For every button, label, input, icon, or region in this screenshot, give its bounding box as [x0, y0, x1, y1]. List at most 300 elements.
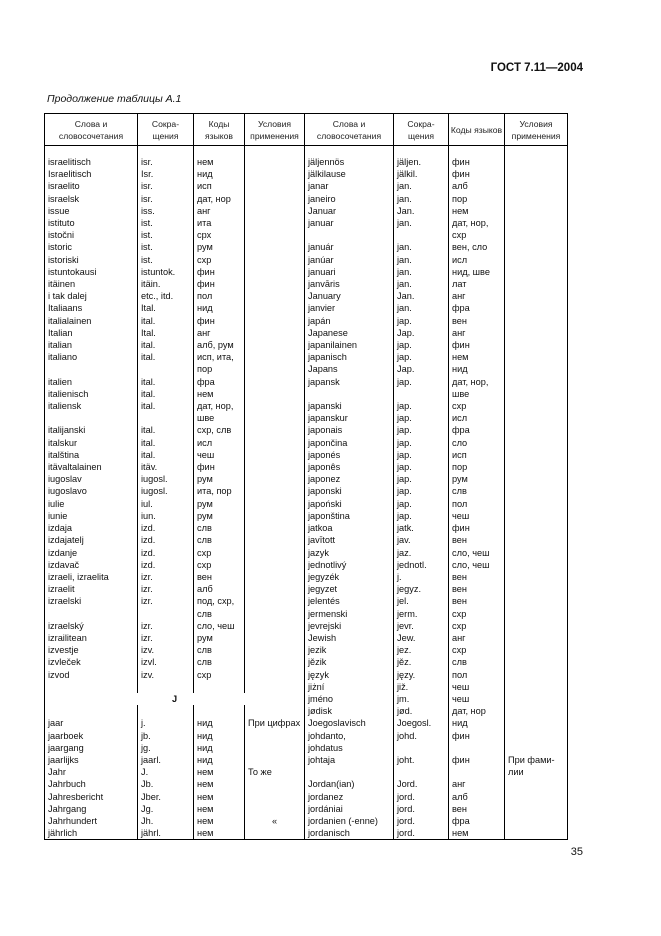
- table-cell: [245, 302, 305, 314]
- table-cell: [245, 644, 305, 656]
- table-cell: Jahrbuch: [45, 778, 138, 790]
- table-cell: [245, 669, 305, 681]
- table-cell: [245, 522, 305, 534]
- table-cell: [245, 351, 305, 363]
- table-row: [45, 254, 568, 266]
- table-cell: janvāris: [305, 278, 394, 290]
- table-row: [45, 766, 568, 778]
- table-cell: [505, 485, 568, 497]
- table-cell: схр: [449, 400, 505, 412]
- table-cell: [505, 351, 568, 363]
- table-cell: [138, 705, 194, 717]
- table-cell: слв: [194, 644, 245, 656]
- section-letter: J: [45, 693, 305, 705]
- table-cell: jermenski: [305, 608, 394, 620]
- table-cell: нид: [194, 742, 245, 754]
- table-cell: etc., itd.: [138, 290, 194, 302]
- table-cell: [505, 498, 568, 510]
- table-cell: [505, 510, 568, 522]
- table-cell: [505, 827, 568, 840]
- table-cell: срх: [194, 229, 245, 241]
- column-header: Коды языков: [449, 114, 505, 146]
- table-cell: jevrejski: [305, 620, 394, 632]
- table-cell: пол: [194, 290, 245, 302]
- table-cell: jan.: [394, 266, 449, 278]
- table-cell: [505, 278, 568, 290]
- table-cell: Joegoslavisch: [305, 717, 394, 729]
- table-cell: [245, 583, 305, 595]
- table-cell: [245, 498, 305, 510]
- table-cell: Isr.: [138, 168, 194, 180]
- table-cell: Jber.: [138, 791, 194, 803]
- table-cell: дат, нор,: [449, 217, 505, 229]
- table-cell: jednotlivý: [305, 559, 394, 571]
- table-cell: [245, 180, 305, 192]
- table-cell: januar: [305, 217, 394, 229]
- table-cell: [245, 412, 305, 424]
- table-cell: jaar: [45, 717, 138, 729]
- table-cell: [449, 742, 505, 754]
- table-row: [45, 827, 568, 840]
- table-cell: [245, 339, 305, 351]
- table-cell: izdaja: [45, 522, 138, 534]
- table-cell: jød.: [394, 705, 449, 717]
- table-cell: [505, 388, 568, 400]
- table-cell: jährl.: [138, 827, 194, 840]
- table-cell: japanski: [305, 400, 394, 412]
- table-cell: jødisk: [305, 705, 394, 717]
- table-cell: Jb.: [138, 778, 194, 790]
- table-cell: [505, 742, 568, 754]
- table-cell: ital.: [138, 376, 194, 388]
- table-row: [45, 412, 568, 424]
- table-cell: jatkoa: [305, 522, 394, 534]
- table-cell: рум: [194, 498, 245, 510]
- table-cell: Jord.: [394, 778, 449, 790]
- table-cell: [245, 730, 305, 742]
- table-cell: Jh.: [138, 815, 194, 827]
- table-cell: iugoslavo: [45, 485, 138, 497]
- table-cell: Israelitisch: [45, 168, 138, 180]
- table-cell: [245, 559, 305, 571]
- table-cell: [505, 449, 568, 461]
- table-cell: iugosl.: [138, 473, 194, 485]
- table-cell: ital.: [138, 351, 194, 363]
- table-cell: анг: [449, 632, 505, 644]
- table-cell: Ital.: [138, 302, 194, 314]
- table-cell: [245, 571, 305, 583]
- table-cell: [194, 681, 245, 693]
- table-cell: istuntokausi: [45, 266, 138, 278]
- table-cell: jordanien (-enne): [305, 815, 394, 827]
- table-cell: jap.: [394, 376, 449, 388]
- table-cell: izv.: [138, 669, 194, 681]
- table-cell: [505, 180, 568, 192]
- table-row: [45, 449, 568, 461]
- column-header: Сокра-щения: [138, 114, 194, 146]
- table-cell: исп: [449, 449, 505, 461]
- table-cell: istuntok.: [138, 266, 194, 278]
- table-cell: нид: [194, 754, 245, 766]
- table-cell: ital.: [138, 388, 194, 400]
- table-cell: сло, чеш: [449, 547, 505, 559]
- table-cell: алб: [449, 791, 505, 803]
- table-cell: вен: [449, 595, 505, 607]
- table-cell: [245, 156, 305, 168]
- table-cell: Jan.: [394, 290, 449, 302]
- table-cell: j.: [138, 717, 194, 729]
- table-cell: чеш: [449, 693, 505, 705]
- table-cell: jaz.: [394, 547, 449, 559]
- table-cell: japonés: [305, 449, 394, 461]
- table-cell: italienisch: [45, 388, 138, 400]
- table-cell: jan.: [394, 254, 449, 266]
- table-cell: лии: [505, 766, 568, 778]
- table-cell: фра: [449, 424, 505, 436]
- table-cell: [245, 363, 305, 375]
- table-cell: jan.: [394, 217, 449, 229]
- table-row: [45, 266, 568, 278]
- table-cell: дат, нор,: [194, 400, 245, 412]
- table-cell: Japans: [305, 363, 394, 375]
- table-cell: [505, 595, 568, 607]
- table-cell: нид: [194, 730, 245, 742]
- table-cell: iulie: [45, 498, 138, 510]
- table-cell: italskur: [45, 437, 138, 449]
- table-cell: пор: [194, 363, 245, 375]
- table-cell: [194, 705, 245, 717]
- table-row: [45, 803, 568, 815]
- column-header: Сокра-щения: [394, 114, 449, 146]
- table-cell: При фами-: [505, 754, 568, 766]
- standard-number: ГОСТ 7.11—2004: [490, 62, 583, 74]
- table-row: [45, 559, 568, 571]
- table-cell: Jg.: [138, 803, 194, 815]
- table-cell: [505, 632, 568, 644]
- table-cell: [505, 327, 568, 339]
- table-cell: [505, 559, 568, 571]
- table-cell: jäljennös: [305, 156, 394, 168]
- table-cell: нем: [194, 815, 245, 827]
- table-cell: шве: [449, 388, 505, 400]
- table-cell: izr.: [138, 620, 194, 632]
- table-cell: фра: [194, 376, 245, 388]
- table-cell: i tak dalej: [45, 290, 138, 302]
- table-cell: japanilainen: [305, 339, 394, 351]
- table-cell: дат, нор,: [449, 376, 505, 388]
- column-header: Условия применения: [505, 114, 568, 146]
- table-cell: [505, 620, 568, 632]
- table-cell: [45, 608, 138, 620]
- table-cell: нем: [194, 766, 245, 778]
- table-cell: нем: [194, 803, 245, 815]
- table-row: [45, 363, 568, 375]
- table-cell: [245, 449, 305, 461]
- table-cell: jatk.: [394, 522, 449, 534]
- table-cell: ist.: [138, 241, 194, 253]
- table-cell: jegyzet: [305, 583, 394, 595]
- table-cell: itävaltalainen: [45, 461, 138, 473]
- table-cell: [505, 473, 568, 485]
- table-cell: izvestje: [45, 644, 138, 656]
- table-cell: слв: [449, 485, 505, 497]
- table-cell: [245, 278, 305, 290]
- table-cell: jegyzék: [305, 571, 394, 583]
- table-cell: При цифрах: [245, 717, 305, 729]
- table-cell: jednotl.: [394, 559, 449, 571]
- table-cell: izr.: [138, 632, 194, 644]
- table-cell: [394, 766, 449, 778]
- table-row: [45, 705, 568, 717]
- table-cell: japán: [305, 315, 394, 327]
- table-row: [45, 583, 568, 595]
- table-cell: japansk: [305, 376, 394, 388]
- table-cell: jg.: [138, 742, 194, 754]
- table-cell: [505, 168, 568, 180]
- table-cell: itäv.: [138, 461, 194, 473]
- table-cell: фин: [449, 730, 505, 742]
- table-cell: izvleček: [45, 656, 138, 668]
- table-cell: japončina: [305, 437, 394, 449]
- table-cell: Ital.: [138, 327, 194, 339]
- table-cell: israelsk: [45, 193, 138, 205]
- table-cell: под, схр,: [194, 595, 245, 607]
- table-row: [45, 534, 568, 546]
- table-cell: izd.: [138, 522, 194, 534]
- table-cell: шве: [194, 412, 245, 424]
- table-cell: нем: [449, 351, 505, 363]
- table-cell: issue: [45, 205, 138, 217]
- table-cell: iul.: [138, 498, 194, 510]
- table-cell: [505, 791, 568, 803]
- table-cell: [245, 205, 305, 217]
- table-cell: Joegosl.: [394, 717, 449, 729]
- table-cell: [45, 681, 138, 693]
- table-row: [45, 278, 568, 290]
- table-row: [45, 644, 568, 656]
- table-cell: [245, 241, 305, 253]
- table-cell: jäljen.: [394, 156, 449, 168]
- table-cell: janar: [305, 180, 394, 192]
- table-row: [45, 327, 568, 339]
- table-cell: нид, шве: [449, 266, 505, 278]
- table-cell: jap.: [394, 461, 449, 473]
- table-cell: itäinen: [45, 278, 138, 290]
- table-row: [45, 473, 568, 485]
- table-cell: нид: [194, 168, 245, 180]
- table-cell: пор: [449, 193, 505, 205]
- table-cell: [505, 705, 568, 717]
- table-cell: рум: [449, 473, 505, 485]
- table-cell: [245, 254, 305, 266]
- table-cell: isr.: [138, 156, 194, 168]
- table-cell: izd.: [138, 534, 194, 546]
- table-cell: [245, 620, 305, 632]
- table-cell: [505, 437, 568, 449]
- table-cell: вен: [449, 315, 505, 327]
- table-cell: jméno: [305, 693, 394, 705]
- table-cell: izraeli, izraelita: [45, 571, 138, 583]
- table-cell: вен, сло: [449, 241, 505, 253]
- table-cell: italiensk: [45, 400, 138, 412]
- table-cell: [138, 363, 194, 375]
- table-cell: Jahrgang: [45, 803, 138, 815]
- table-cell: Japanese: [305, 327, 394, 339]
- table-cell: jb.: [138, 730, 194, 742]
- table-row: [45, 681, 568, 693]
- table-cell: jezik: [305, 644, 394, 656]
- table-cell: jap.: [394, 449, 449, 461]
- table-cell: фра: [449, 815, 505, 827]
- table-cell: слв: [194, 656, 245, 668]
- table-cell: сло, чеш: [194, 620, 245, 632]
- table-cell: [245, 266, 305, 278]
- table-cell: фин: [194, 461, 245, 473]
- table-cell: [245, 315, 305, 327]
- table-cell: То же: [245, 766, 305, 778]
- table-cell: схр: [449, 620, 505, 632]
- table-cell: jan.: [394, 278, 449, 290]
- table-cell: italialainen: [45, 315, 138, 327]
- table-cell: [505, 547, 568, 559]
- table-cell: jälkil.: [394, 168, 449, 180]
- table-cell: [505, 315, 568, 327]
- table-cell: [245, 547, 305, 559]
- table-cell: вен: [449, 571, 505, 583]
- table-cell: рум: [194, 473, 245, 485]
- table-cell: вен: [449, 803, 505, 815]
- table-cell: jord.: [394, 791, 449, 803]
- table-cell: [245, 437, 305, 449]
- table-cell: jězik: [305, 656, 394, 668]
- table-cell: [245, 754, 305, 766]
- table-cell: jan.: [394, 302, 449, 314]
- table-cell: схр: [194, 547, 245, 559]
- table-cell: japonês: [305, 461, 394, 473]
- table-cell: исл: [194, 437, 245, 449]
- table-cell: схр: [449, 644, 505, 656]
- table-cell: [245, 400, 305, 412]
- table-cell: jap.: [394, 412, 449, 424]
- table-cell: слв: [194, 522, 245, 534]
- table-cell: ital.: [138, 339, 194, 351]
- table-cell: jährlich: [45, 827, 138, 840]
- abbreviation-table: [44, 113, 568, 840]
- table-cell: фра: [449, 302, 505, 314]
- table-cell: нем: [194, 388, 245, 400]
- column-header: Коды языков: [194, 114, 245, 146]
- table-cell: izv.: [138, 644, 194, 656]
- table-cell: лат: [449, 278, 505, 290]
- table-cell: jordanisch: [305, 827, 394, 840]
- table-cell: [245, 656, 305, 668]
- table-cell: рум: [194, 632, 245, 644]
- table-cell: jav.: [394, 534, 449, 546]
- table-cell: [394, 742, 449, 754]
- table-cell: izdajatelj: [45, 534, 138, 546]
- table-cell: анг: [449, 290, 505, 302]
- table-cell: jiżní: [305, 681, 394, 693]
- table-cell: нем: [194, 778, 245, 790]
- table-cell: «: [245, 815, 305, 827]
- table-cell: пол: [449, 498, 505, 510]
- table-row: [45, 778, 568, 790]
- table-cell: [505, 254, 568, 266]
- table-cell: фин: [449, 156, 505, 168]
- table-cell: italien: [45, 376, 138, 388]
- table-cell: ital.: [138, 437, 194, 449]
- table-cell: izr.: [138, 595, 194, 607]
- table-row: [45, 168, 568, 180]
- table-cell: [505, 656, 568, 668]
- table-cell: [245, 485, 305, 497]
- table-cell: ital.: [138, 400, 194, 412]
- table-cell: анг: [194, 205, 245, 217]
- table-cell: jez.: [394, 644, 449, 656]
- table-cell: istoric: [45, 241, 138, 253]
- table-cell: johdanto,: [305, 730, 394, 742]
- table-cell: [505, 241, 568, 253]
- table-cell: [505, 608, 568, 620]
- table-cell: již.: [394, 681, 449, 693]
- table-cell: Jahrhundert: [45, 815, 138, 827]
- table-cell: [245, 424, 305, 436]
- table-cell: [505, 363, 568, 375]
- table-row: [45, 205, 568, 217]
- table-cell: [505, 229, 568, 241]
- table-cell: фин: [194, 278, 245, 290]
- table-cell: [245, 376, 305, 388]
- table-cell: пол: [449, 669, 505, 681]
- table-row: [45, 815, 568, 827]
- table-cell: israelito: [45, 180, 138, 192]
- table-cell: [505, 412, 568, 424]
- table-cell: [245, 608, 305, 620]
- table-cell: [505, 400, 568, 412]
- table-row: [45, 522, 568, 534]
- table-cell: слв: [449, 656, 505, 668]
- table-cell: [245, 388, 305, 400]
- table-cell: фин: [449, 754, 505, 766]
- table-row: [45, 315, 568, 327]
- table-cell: japonština: [305, 510, 394, 522]
- table-cell: [505, 681, 568, 693]
- table-cell: javītott: [305, 534, 394, 546]
- table-cell: jap.: [394, 510, 449, 522]
- table-cell: jerm.: [394, 608, 449, 620]
- table-cell: izraelský: [45, 620, 138, 632]
- table-row: [45, 217, 568, 229]
- table-cell: чеш: [449, 681, 505, 693]
- table-row: [45, 656, 568, 668]
- table-cell: japonais: [305, 424, 394, 436]
- table-cell: jord.: [394, 827, 449, 840]
- table-cell: jordániai: [305, 803, 394, 815]
- table-cell: [245, 803, 305, 815]
- table-cell: вен: [449, 534, 505, 546]
- table-cell: Januar: [305, 205, 394, 217]
- table-cell: [305, 766, 394, 778]
- table-cell: iugoslav: [45, 473, 138, 485]
- table-cell: [245, 632, 305, 644]
- table-cell: izdavač: [45, 559, 138, 571]
- table-cell: [505, 693, 568, 705]
- table-cell: [505, 156, 568, 168]
- table-cell: jazyk: [305, 547, 394, 559]
- table-cell: johd.: [394, 730, 449, 742]
- table-cell: január: [305, 241, 394, 253]
- table-cell: алб: [449, 180, 505, 192]
